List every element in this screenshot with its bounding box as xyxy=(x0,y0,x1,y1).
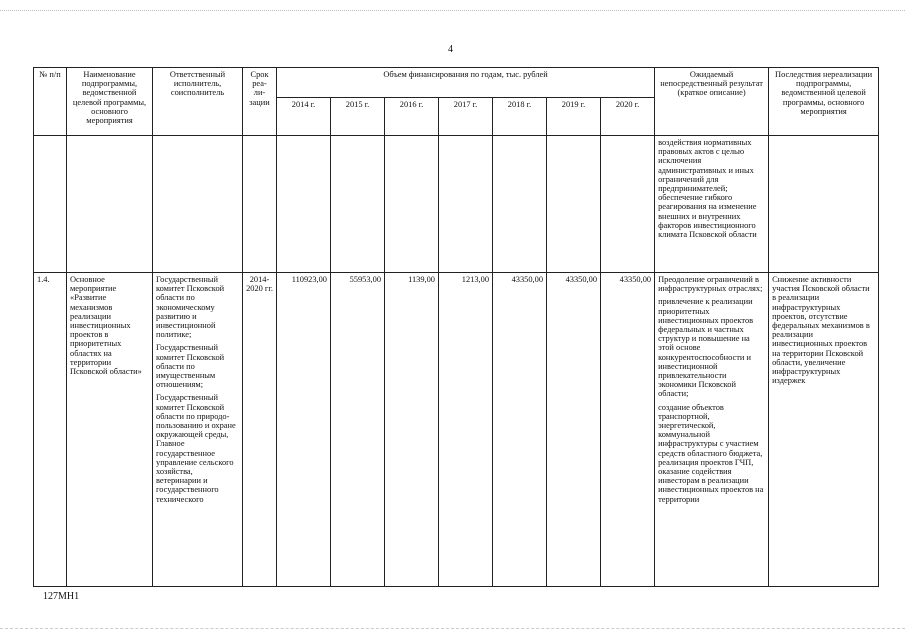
header-year: 2018 г. xyxy=(493,98,547,136)
program-table xyxy=(33,67,879,587)
row-term: 2014- 2020 гг. xyxy=(243,273,277,587)
continuation-result: воздействия нормативных правовых актов с целью исключения административных и иных ограничений для предпринимателей; обеспечение гибкого реагирования на изменение внешних и внутренних факторов инвестиционного климата Псковской области xyxy=(655,136,769,273)
footer-code: 127МН1 xyxy=(43,591,80,602)
row-number: 1.4. xyxy=(34,273,67,587)
header-executor: Ответственный исполнитель, соисполнитель xyxy=(153,68,243,136)
table-row-continuation xyxy=(34,136,879,273)
executor-item: Государственный комитет Псковской области по имущественным отношениям; xyxy=(156,343,225,390)
row-name: Основное мероприятие «Развитие механизмов реализации инвестиционных проектов в приоритетных областях на территории Псковской области» xyxy=(67,273,153,587)
header-result: Ожидаемый непосредственный результат (краткое описание) xyxy=(655,68,769,136)
value-2014: 110923,00 xyxy=(277,273,331,587)
result-item: создание объектов транспортной, энергетической, коммунальной инфраструктуры с участием средств областного бюджета, реализация проектов ГЧП, оказание содействия инвесторам в реализации инвестиционных проектов на территории xyxy=(658,402,764,504)
row-results xyxy=(655,273,769,587)
header-consequences: Последствия нереализации подпрограммы, ведомственной целевой программы, основного мероприятия xyxy=(769,68,879,136)
value-2017: 1213,00 xyxy=(439,273,493,587)
header-term: Срок реа- ли- зации xyxy=(243,68,277,136)
header-year: 2017 г. xyxy=(439,98,493,136)
header-year: 2014 г. xyxy=(277,98,331,136)
scan-edge-bottom xyxy=(0,628,905,633)
result-item: привлечение к реализации приоритетных инвестиционных проектов федеральных и частных структур и повышение на этой основе конкурентоспособности и инвестиционной привлекательности экономики Псковской области; xyxy=(658,297,754,399)
header-funding: Объем финансирования по годам, тыс. рублей xyxy=(277,68,655,98)
value-2015: 55953,00 xyxy=(331,273,385,587)
value-2016: 1139,00 xyxy=(385,273,439,587)
header-name: Наименование подпрограммы, ведомственной целевой программы, основного мероприятия xyxy=(67,68,153,136)
result-item: Преодоление ограничений в инфраструктурных отраслях; xyxy=(658,275,763,294)
table-row-1-4 xyxy=(34,273,879,587)
header-year: 2016 г. xyxy=(385,98,439,136)
header-year: 2015 г. xyxy=(331,98,385,136)
value-2019: 43350,00 xyxy=(547,273,601,587)
value-2018: 43350,00 xyxy=(493,273,547,587)
row-consequences: Снижение активности участия Псковской области в реализации инфраструктурных проектов, отсутствие федеральных механизмов в реализации инвестиционных проектов на территории Псковской области, увеличение инфраструктурных издержек xyxy=(769,273,879,587)
executor-item: Государственный комитет Псковской области по природо- пользованию и охране окружающей среды, Главное государственное управление сельского хозяйства, ветеринарии и государственного технического xyxy=(156,393,236,504)
header-no: № п/п xyxy=(34,68,67,136)
header-year: 2019 г. xyxy=(547,98,601,136)
row-executors xyxy=(153,273,243,587)
header-year: 2020 г. xyxy=(601,98,655,136)
scan-edge-top xyxy=(0,0,905,11)
page-number: 4 xyxy=(448,44,453,55)
value-2020: 43350,00 xyxy=(601,273,655,587)
executor-item: Государственный комитет Псковской области по экономическому развитию и инвестиционной политике; xyxy=(156,275,225,340)
